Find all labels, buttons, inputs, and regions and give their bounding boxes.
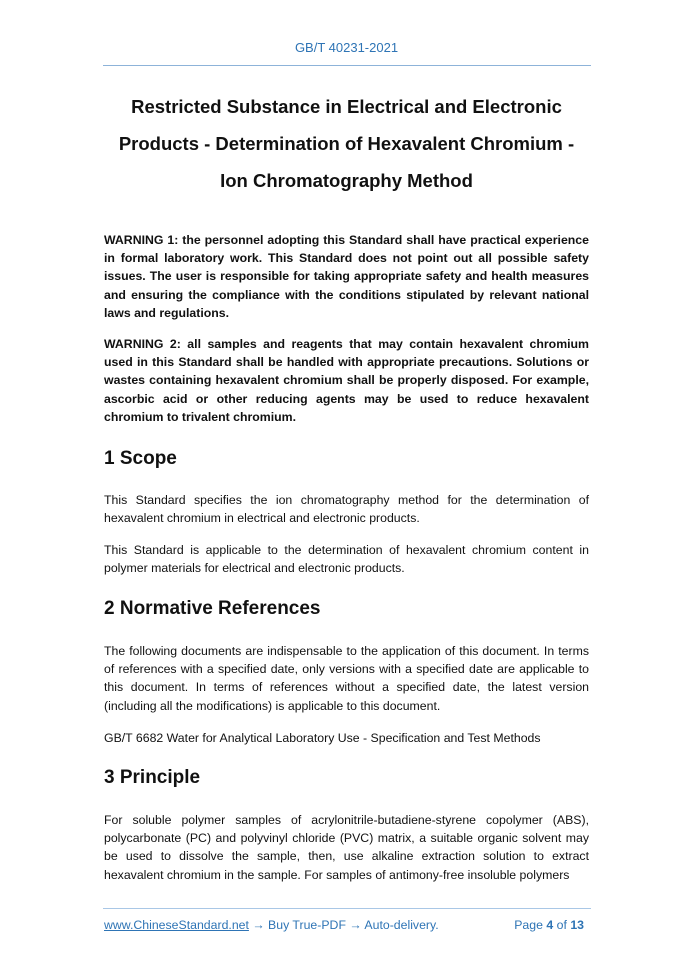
header-rule xyxy=(103,65,591,66)
section-heading-normative-references: 2 Normative References xyxy=(104,598,321,619)
page-title xyxy=(90,88,603,199)
page-label: Page xyxy=(514,918,543,932)
title-line-2: Products - Determination of Hexavalent Chromium - xyxy=(118,133,575,154)
warning-1: WARNING 1: the personnel adopting this Standard shall have practical experience in formal laboratory work. This Standard does not point out all possible safety issues. The user is responsible for taking appropriate safety and health measures and ensuring the compliance with the conditions stipulated by relevant national laws and regulations. xyxy=(104,233,589,320)
page-indicator xyxy=(514,918,584,932)
page-current: 4 xyxy=(546,918,554,932)
section-heading-principle: 3 Principle xyxy=(104,767,201,788)
footer-website-link[interactable]: www.ChineseStandard.net xyxy=(104,918,249,932)
header-doc-id: GB/T 40231-2021 xyxy=(294,40,399,55)
title-line-3: Ion Chromatography Method xyxy=(220,170,473,191)
footer xyxy=(104,918,590,932)
scope-paragraph-1: This Standard specifies the ion chromatography method for the determination of hexavalent chromium in electrical and electronic products. xyxy=(104,493,589,526)
references-paragraph: The following documents are indispensable to the application of this document. In terms of references with a specified date, only versions with a specified date are applicable to this document. In terms of references without a specified date, the latest version (including all the modifications) is applicable to this document. xyxy=(104,644,589,713)
of-label: of xyxy=(556,918,567,932)
principle-paragraph: For soluble polymer samples of acrylonitrile-butadiene-styrene copolymer (ABS), polycarbonate (PC) and polyvinyl chloride (PVC) matrix, a suitable organic solvent may be used to dissolve the sample, then, use alkaline extraction solution to extract hexavalent chromium in the sample. For samples of antimony-free insoluble polymers xyxy=(104,813,589,882)
footer-rule xyxy=(103,908,591,909)
reference-item-gbt6682: GB/T 6682 Water for Analytical Laboratory Use - Specification and Test Methods xyxy=(104,731,541,745)
warning-2: WARNING 2: all samples and reagents that may contain hexavalent chromium used in this Standard shall be handled with appropriate precautions. Solutions or wastes containing hexavalent chromium shall be properly disposed. For example, ascorbic acid or other reducing agents may be used to reduce hexavalent chromium to trivalent chromium. xyxy=(104,337,589,424)
section-heading-scope: 1 Scope xyxy=(104,448,177,469)
scope-paragraph-2: This Standard is applicable to the determination of hexavalent chromium content in polymer materials for electrical and electronic products. xyxy=(104,543,589,576)
title-line-1: Restricted Substance in Electrical and Electronic xyxy=(131,96,562,117)
footer-tagline: → Buy True-PDF → Auto-delivery. xyxy=(248,918,439,932)
page-total: 13 xyxy=(570,918,584,932)
